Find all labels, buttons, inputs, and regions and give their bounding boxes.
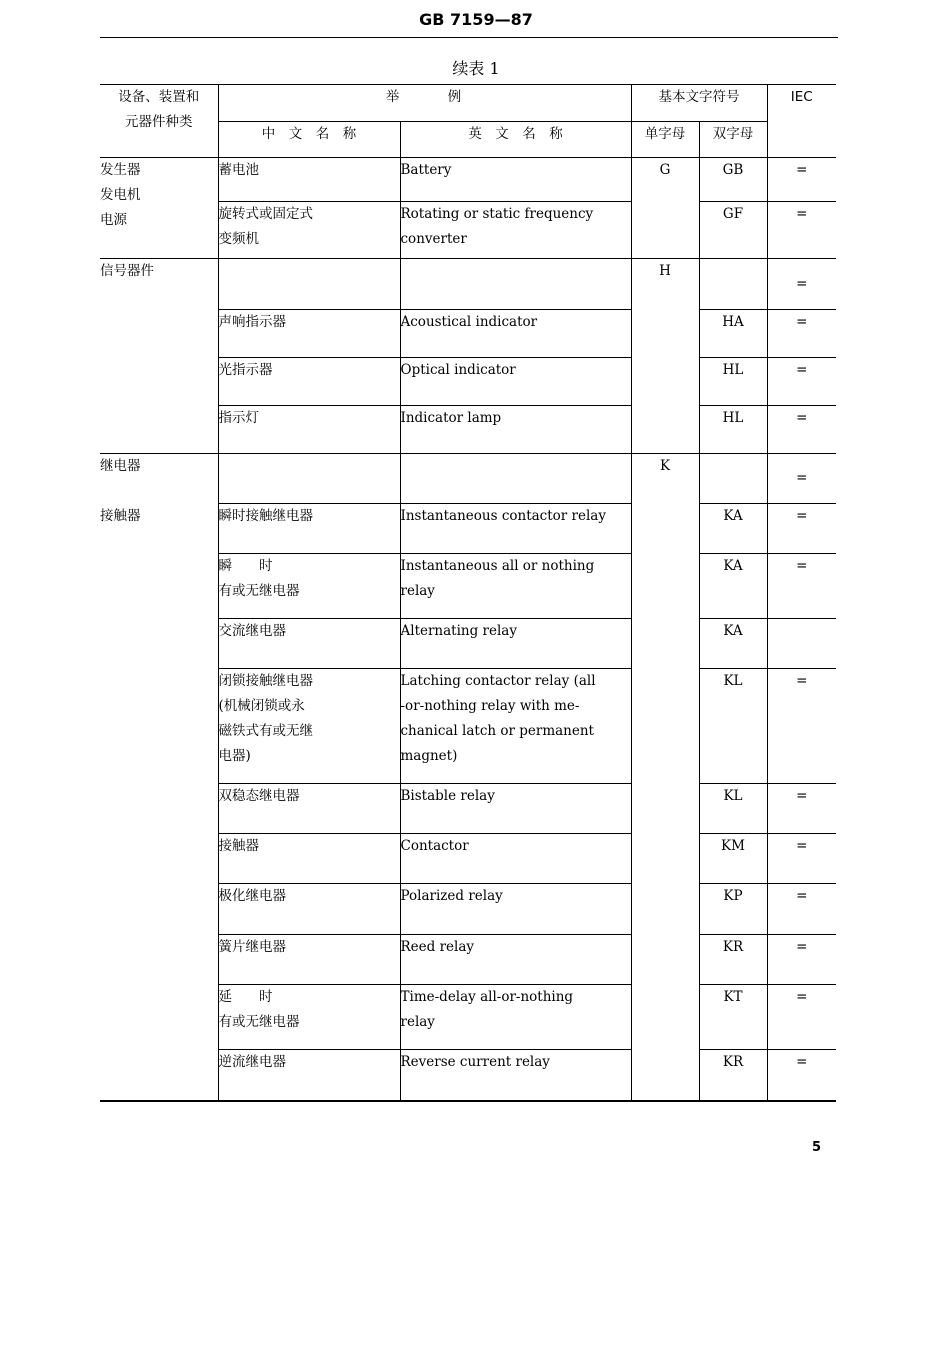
chinese-name-cell <box>218 834 400 884</box>
chinese-name-cell <box>218 1050 400 1101</box>
double-letter-cell <box>699 259 767 310</box>
iec-cell: = <box>767 202 836 259</box>
iec-cell: = <box>767 454 836 504</box>
double-letter-cell: KT <box>699 985 767 1050</box>
double-letter-cell: KL <box>699 669 767 784</box>
table-row <box>100 158 836 202</box>
english-name-line: Reed relay <box>400 939 475 955</box>
double-letter-cell: KR <box>699 1050 767 1101</box>
english-name-header: 英 文 名 称 <box>400 122 631 158</box>
chinese-name-cell <box>218 454 400 504</box>
chinese-name-line: 电器) <box>218 748 251 764</box>
chinese-name-cell <box>218 669 400 784</box>
english-name-line: relay <box>400 583 435 599</box>
english-name-cell <box>400 935 631 985</box>
chinese-name-line: 旋转式或固定式 <box>218 206 313 222</box>
category-line: 信号器件 <box>100 263 154 279</box>
english-name-cell <box>400 834 631 884</box>
category-cell <box>100 158 218 259</box>
category-cell <box>100 454 218 1101</box>
english-name-line: -or-nothing relay with me- <box>400 698 580 714</box>
iec-cell: = <box>767 784 836 834</box>
chinese-name-cell <box>218 554 400 619</box>
english-name-line: Latching contactor relay (all <box>400 673 596 689</box>
english-name-line: magnet) <box>400 748 458 764</box>
category-line: 接触器 <box>100 508 141 524</box>
chinese-name-line: 簧片继电器 <box>218 939 286 955</box>
double-letter-cell: GB <box>699 158 767 202</box>
chinese-name-line: 指示灯 <box>218 410 259 426</box>
chinese-name-cell <box>218 202 400 259</box>
chinese-name-header: 中 文 名 称 <box>218 122 400 158</box>
category-column-header <box>100 85 218 158</box>
english-name-cell <box>400 358 631 406</box>
double-letter-cell: KA <box>699 554 767 619</box>
table-row <box>100 259 836 310</box>
chinese-name-cell <box>218 619 400 669</box>
category-line <box>100 479 218 504</box>
category-header-line: 元器件种类 <box>125 114 193 130</box>
chinese-name-line: 交流继电器 <box>218 623 286 639</box>
chinese-name-cell <box>218 985 400 1050</box>
english-name-cell <box>400 884 631 935</box>
english-name-cell <box>400 158 631 202</box>
iec-column-header: IEC <box>767 85 836 158</box>
category-cell <box>100 259 218 454</box>
iec-cell: = <box>767 834 836 884</box>
double-letter-cell: HL <box>699 406 767 454</box>
chinese-name-line: 变频机 <box>218 231 259 247</box>
english-name-line: Contactor <box>400 838 469 854</box>
double-letter-cell: KP <box>699 884 767 935</box>
english-name-line: Time-delay all-or-nothing <box>400 989 574 1005</box>
category-header-line: 设备、装置和 <box>118 89 200 105</box>
double-letter-cell: HA <box>699 310 767 358</box>
chinese-name-cell <box>218 358 400 406</box>
double-letter-cell: KA <box>699 504 767 554</box>
chinese-name-line: 磁铁式有或无继 <box>218 723 313 739</box>
table-body <box>100 158 836 1101</box>
english-name-cell <box>400 1050 631 1101</box>
basic-symbol-column-header: 基本文字符号 <box>631 85 767 122</box>
english-name-line: Bistable relay <box>400 788 495 804</box>
english-name-line: chanical latch or permanent <box>400 723 594 739</box>
single-letter-cell: K <box>631 454 699 1101</box>
single-letter-header: 单字母 <box>631 122 699 158</box>
table-caption: 续表 1 <box>452 59 500 78</box>
chinese-name-line: 极化继电器 <box>218 888 286 904</box>
english-name-cell <box>400 504 631 554</box>
english-name-line: Alternating relay <box>400 623 517 639</box>
chinese-name-cell <box>218 935 400 985</box>
chinese-name-cell <box>218 504 400 554</box>
english-name-line: Indicator lamp <box>400 410 502 426</box>
english-name-line: Reverse current relay <box>400 1054 550 1070</box>
header-rule <box>100 37 838 38</box>
iec-cell: = <box>767 1050 836 1101</box>
english-name-line: Polarized relay <box>400 888 503 904</box>
double-letter-cell: KR <box>699 935 767 985</box>
iec-cell: = <box>767 406 836 454</box>
chinese-name-line: 蓄电池 <box>218 162 259 178</box>
single-letter-cell: G <box>631 158 699 259</box>
double-letter-cell <box>699 454 767 504</box>
chinese-name-line: 接触器 <box>218 838 259 854</box>
double-letter-cell: KA <box>699 619 767 669</box>
category-line: 发电机 <box>100 187 141 203</box>
example-column-header: 举 例 <box>218 85 631 122</box>
double-letter-cell: GF <box>699 202 767 259</box>
english-name-line: converter <box>400 231 467 247</box>
table-row <box>100 454 836 504</box>
english-name-line: relay <box>400 1014 435 1030</box>
chinese-name-line: 闭锁接触继电器 <box>218 673 313 689</box>
iec-cell: = <box>767 935 836 985</box>
chinese-name-cell <box>218 784 400 834</box>
chinese-name-line: 声响指示器 <box>218 314 286 330</box>
double-letter-cell: KM <box>699 834 767 884</box>
chinese-name-line: 双稳态继电器 <box>218 788 300 804</box>
iec-cell: = <box>767 504 836 554</box>
single-letter-cell: H <box>631 259 699 454</box>
english-name-cell <box>400 669 631 784</box>
category-line: 发生器 <box>100 162 141 178</box>
chinese-name-line: 逆流继电器 <box>218 1054 286 1070</box>
chinese-name-line: 瞬时接触继电器 <box>218 508 313 524</box>
english-name-cell <box>400 619 631 669</box>
english-name-line: Battery <box>400 162 452 178</box>
iec-cell: = <box>767 158 836 202</box>
english-name-line: Optical indicator <box>400 362 516 378</box>
chinese-name-cell <box>218 406 400 454</box>
iec-cell: = <box>767 259 836 310</box>
iec-cell: = <box>767 554 836 619</box>
chinese-name-line: 有或无继电器 <box>218 1014 300 1030</box>
english-name-cell <box>400 454 631 504</box>
category-line: 电源 <box>100 212 127 228</box>
chinese-name-line: (机械闭锁或永 <box>218 698 305 714</box>
category-line: 继电器 <box>100 458 141 474</box>
page-number: 5 <box>812 1140 822 1155</box>
iec-cell: = <box>767 310 836 358</box>
iec-cell <box>767 619 836 669</box>
english-name-cell <box>400 554 631 619</box>
double-letter-cell: HL <box>699 358 767 406</box>
english-name-line: Acoustical indicator <box>400 314 538 330</box>
english-name-cell <box>400 202 631 259</box>
double-letter-cell: KL <box>699 784 767 834</box>
chinese-name-cell <box>218 310 400 358</box>
english-name-line: Instantaneous contactor relay <box>400 508 606 524</box>
double-letter-header: 双字母 <box>699 122 767 158</box>
chinese-name-cell <box>218 158 400 202</box>
chinese-name-line: 延 时 <box>218 989 273 1005</box>
iec-cell: = <box>767 358 836 406</box>
english-name-cell <box>400 310 631 358</box>
iec-cell: = <box>767 884 836 935</box>
english-name-cell <box>400 985 631 1050</box>
chinese-name-cell <box>218 884 400 935</box>
chinese-name-cell <box>218 259 400 310</box>
english-name-line: Rotating or static frequency <box>400 206 594 222</box>
chinese-name-line: 光指示器 <box>218 362 273 378</box>
symbol-table <box>100 84 836 1102</box>
document-header-title: GB 7159—87 <box>419 10 533 29</box>
english-name-cell <box>400 784 631 834</box>
english-name-line: Instantaneous all or nothing <box>400 558 595 574</box>
iec-cell: = <box>767 669 836 784</box>
chinese-name-line: 有或无继电器 <box>218 583 300 599</box>
chinese-name-line: 瞬 时 <box>218 558 273 574</box>
iec-cell: = <box>767 985 836 1050</box>
english-name-cell <box>400 406 631 454</box>
english-name-cell <box>400 259 631 310</box>
